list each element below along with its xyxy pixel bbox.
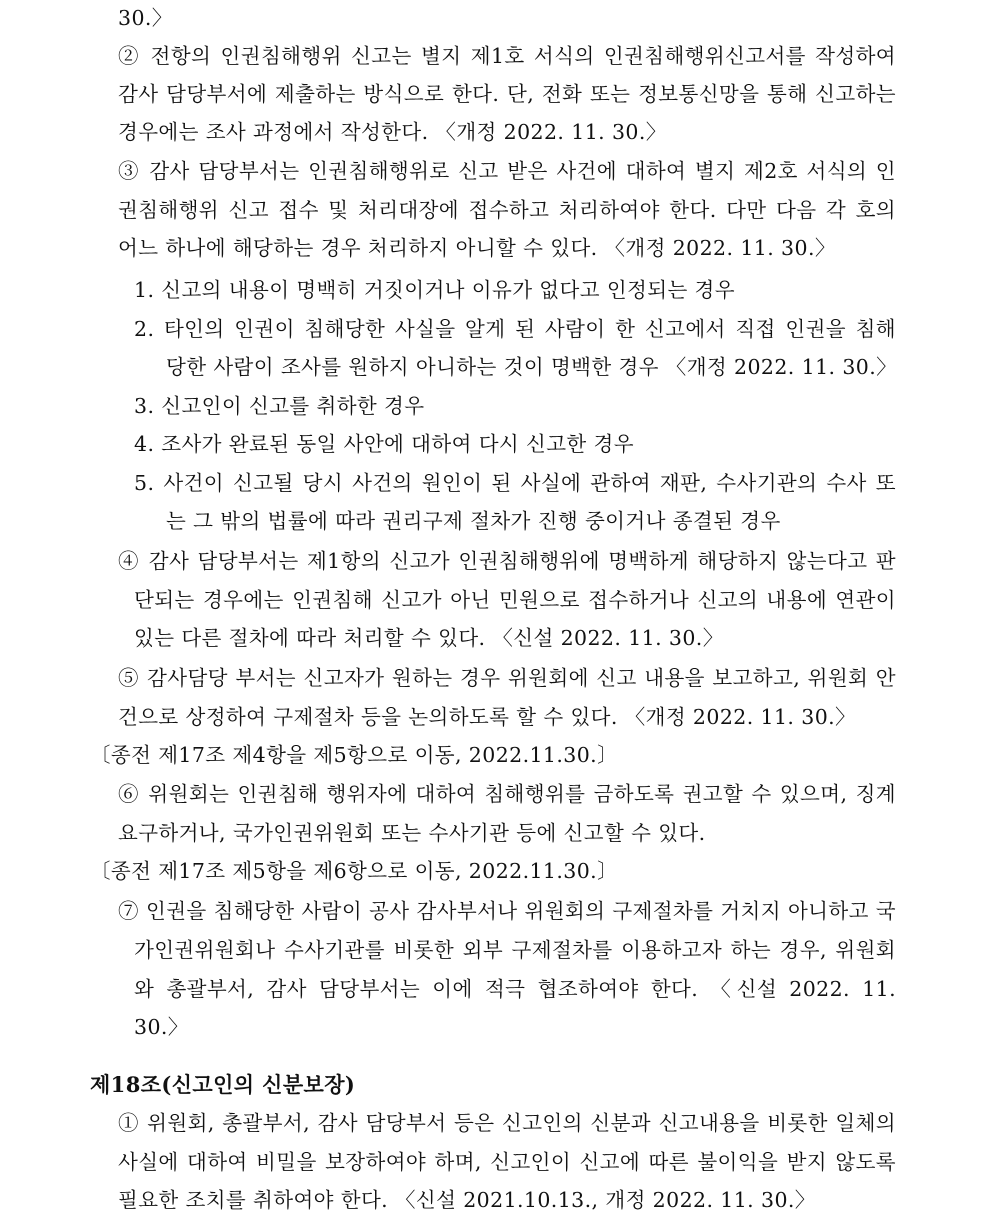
article-heading: 제18조(신고인의 신분보장) (90, 1072, 356, 1097)
paragraph-3-line: 어느 하나에 해당하는 경우 처리하지 아니할 수 있다. 〈개정 2022. 11. 30.〉 (118, 236, 836, 260)
list-item: 3. 신고인이 신고를 취하한 경우 (134, 394, 425, 418)
paragraph-4-line: ④ 감사 담당부서는 제1항의 신고가 인권침해행위에 명백하게 해당하지 않는다고 판 (118, 549, 896, 573)
list-item-continuation: 당한 사람이 조사를 원하지 아니하는 것이 명백한 경우 〈개정 2022. 11. 30.〉 (166, 355, 898, 379)
paragraph-3-line: ③ 감사 담당부서는 인권침해행위로 신고 받은 사건에 대하여 별지 제2호 서식의 인 (118, 159, 896, 183)
amendment-note: 〔종전 제17조 제5항을 제6항으로 이동, 2022.11.30.〕 (90, 859, 618, 883)
paragraph-6-line: 요구하거나, 국가인권위원회 또는 수사기관 등에 신고할 수 있다. (118, 821, 706, 845)
list-item: 2. 타인의 인권이 침해당한 사실을 알게 된 사람이 한 신고에서 직접 인권을 침해 (134, 317, 896, 341)
paragraph-4-line: 있는 다른 절차에 따라 처리할 수 있다. 〈신설 2022. 11. 30.〉 (134, 626, 724, 650)
paragraph-3-line: 권침해행위 신고 접수 및 처리대장에 접수하고 처리하여야 한다. 다만 다음 각 호의 (118, 198, 896, 222)
paragraph-4-line: 단되는 경우에는 인권침해 신고가 아닌 민원으로 접수하거나 신고의 내용에 연관이 (134, 588, 896, 612)
paragraph-7-line: ⑦ 인권을 침해당한 사람이 공사 감사부서나 위원회의 구제절차를 거치지 아니하고 국 (118, 899, 896, 923)
paragraph-5-line: 건으로 상정하여 구제절차 등을 논의하도록 할 수 있다. 〈개정 2022. 11. 30.〉 (118, 705, 856, 729)
paragraph-2-line: 감사 담당부서에 제출하는 방식으로 한다. 단, 전화 또는 정보통신망을 통해 신고하는 (118, 82, 896, 106)
paragraph-7-line: 와 총괄부서, 감사 담당부서는 이에 적극 협조하여야 한다. 〈신설 2022. 11. (134, 977, 896, 1001)
paragraph-2-line: ② 전항의 인권침해행위 신고는 별지 제1호 서식의 인권침해행위신고서를 작성하여 (118, 44, 896, 68)
paragraph-5-line: ⑤ 감사담당 부서는 신고자가 원하는 경우 위원회에 신고 내용을 보고하고, 위원회 안 (118, 666, 896, 690)
paragraph-7-line: 가인권위원회나 수사기관를 비롯한 외부 구제절차를 이용하고자 하는 경우, 위원회 (134, 938, 896, 962)
list-item-continuation: 는 그 밖의 법률에 따라 권리구제 절차가 진행 중이거나 종결된 경우 (166, 509, 781, 533)
paragraph-6-line: ⑥ 위원회는 인권침해 행위자에 대하여 침해행위를 금하도록 권고할 수 있으며, 징계 (118, 782, 896, 806)
list-item: 1. 신고의 내용이 명백히 거짓이거나 이유가 없다고 인정되는 경우 (134, 278, 735, 302)
article-18-paragraph-1-line: 필요한 조치를 취하여야 한다. 〈신설 2021.10.13., 개정 2022. 11. 30.〉 (118, 1188, 816, 1212)
list-item: 5. 사건이 신고될 당시 사건의 원인이 된 사실에 관하여 재판, 수사기관의 수사 또 (134, 471, 896, 495)
paragraph-7-line: 30.〉 (134, 1015, 189, 1039)
list-item: 4. 조사가 완료된 동일 사안에 대하여 다시 신고한 경우 (134, 432, 634, 456)
text-line: 30.〉 (118, 6, 173, 30)
amendment-note: 〔종전 제17조 제4항을 제5항으로 이동, 2022.11.30.〕 (90, 743, 618, 767)
article-18-paragraph-1-line: ① 위원회, 총괄부서, 감사 담당부서 등은 신고인의 신분과 신고내용을 비롯한 일체의 (118, 1111, 896, 1135)
paragraph-2-line: 경우에는 조사 과정에서 작성한다. 〈개정 2022. 11. 30.〉 (118, 120, 667, 144)
article-18-paragraph-1-line: 사실에 대하여 비밀을 보장하여야 하며, 신고인이 신고에 따른 불이익을 받지 않도록 (118, 1150, 896, 1174)
